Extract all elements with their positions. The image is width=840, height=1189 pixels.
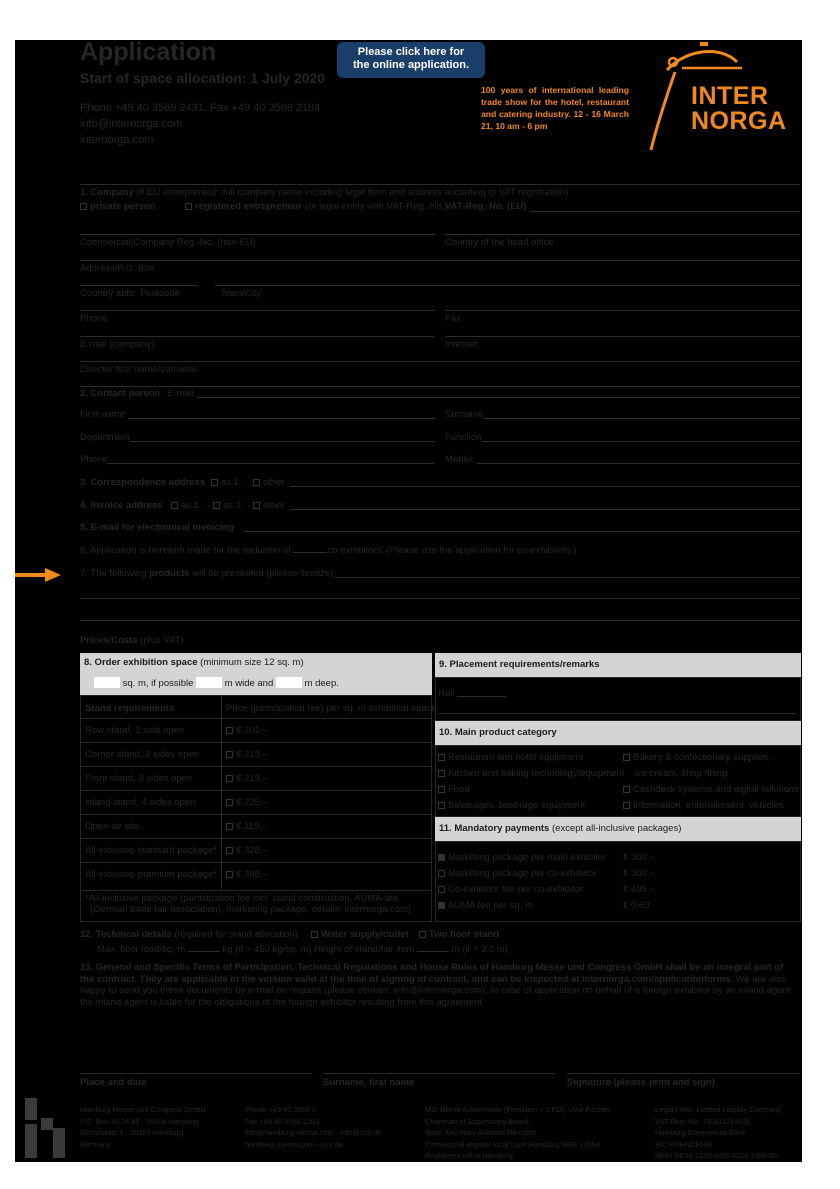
products-field-line2[interactable]: [80, 598, 800, 599]
commercial-reg-field[interactable]: Commercial/Company Reg.-No. (non-EU): [80, 237, 256, 248]
correspondence-other-checkbox[interactable]: other: [253, 477, 285, 488]
correspondence-as1-checkbox[interactable]: as 1.: [211, 477, 242, 488]
row-divider: [80, 790, 432, 791]
stand-type-label: Front stand, 3 sides open: [85, 773, 193, 784]
stand-type-label: Row stand, 1 side open: [85, 725, 185, 736]
invoice-other-checkbox[interactable]: other: [253, 500, 285, 511]
payment-checkbox[interactable]: Co-exhibitor fee per co-exhibitor: [438, 884, 583, 895]
footer-line: State Secretary Andreas Rieckhof: [425, 1128, 536, 1137]
mobile-field[interactable]: Mobile: [445, 454, 473, 465]
section7-text: 7. The following products will be presented (please itemize): [80, 568, 334, 579]
footnote-line1: *All-inclusive package (participation fee incl. stand construction, AUMA-fee: [85, 893, 399, 904]
checkbox-icon: [226, 775, 233, 782]
section6-text: 6. Application is herewith made for the inclusion of co-exhibitors. (Please use the application for co-exhibitors.): [80, 545, 577, 556]
logo-wordmark: [691, 84, 787, 134]
checkbox-icon: [226, 727, 233, 734]
section4-heading: 4. Invoice address: [80, 500, 163, 511]
checkbox-icon: [623, 754, 630, 761]
name-label: Surname, first name: [323, 1077, 415, 1088]
payment-checkbox[interactable]: Marketing package per co-exhibitor: [438, 868, 596, 879]
checkbox-icon: [623, 786, 630, 793]
stand-price-checkbox[interactable]: € 201.–: [226, 725, 268, 736]
footer-line: hamburg-messe.com · cch.de: [245, 1139, 343, 1149]
section3-heading: 3. Correspondence address: [80, 477, 206, 488]
private-person-checkbox[interactable]: private person: [80, 201, 155, 212]
products-field-line3[interactable]: [80, 620, 800, 621]
country-abbr-field[interactable]: Country abbr.: [80, 288, 138, 299]
invoice-as3-checkbox[interactable]: as 3.: [213, 500, 244, 511]
checked-box-icon: [438, 902, 445, 909]
footer-line: Fax +49 40 3569 2203: [245, 1116, 320, 1126]
checkbox-icon: [80, 203, 87, 210]
section11-heading: 11. Mandatory payments (except all-inclusive packages): [435, 817, 801, 841]
signature-field[interactable]: [567, 1073, 800, 1074]
checkbox-icon: [211, 479, 218, 486]
footer-line: BIC HSHNDEHH: [655, 1139, 712, 1149]
footer-line: Legal Form: Limited Liability Company: [655, 1105, 781, 1114]
section13-text: 13. General and Specific Terms of Participation, Technical Regulations and House Rules of Hamburg Messe und Congress GmbH shall be an integral part of the contract. They are applicable in the version valid at the time of signing of contract, and can be inspected at internorga.com/applicationforms. We are also happy to send you these documents by e-mail on request (please contact: info@internorga.com). In case of application on behalf of a foreign exhibitor by an inland agent the inland agent is liable for the obligations of the foreign exhibitor resulting from this agreement.: [80, 962, 791, 1008]
footer-legal: [655, 1104, 781, 1162]
category-checkbox[interactable]: Food: [438, 784, 470, 795]
category-checkbox[interactable]: Information, entertainment, vehicles: [623, 800, 784, 811]
first-name-field[interactable]: First name: [80, 409, 125, 420]
checkbox-icon: [438, 770, 445, 777]
logo-line2: NORGA: [691, 107, 787, 135]
checkbox-icon: [438, 870, 445, 877]
line: [80, 260, 800, 261]
checkbox-icon: [623, 802, 630, 809]
checkbox-icon: [311, 931, 318, 938]
line: [445, 336, 800, 337]
footnote: [85, 893, 411, 915]
row-divider: [80, 862, 432, 863]
footer-line: Chairman of Supervisory Board:: [425, 1116, 531, 1126]
line: [128, 418, 435, 419]
line: [80, 336, 435, 337]
line: [482, 441, 800, 442]
form-title: Application: [80, 40, 217, 66]
hamburg-messe-logo-icon: [25, 1098, 65, 1158]
line: [80, 386, 800, 387]
footer-line: Hamburg Messe und Congress GmbH: [80, 1105, 206, 1114]
placement-box: [435, 677, 801, 721]
footer-line: Messeplatz 1 · 20357 Hamburg: [80, 1128, 184, 1137]
line: [80, 361, 800, 362]
town-field[interactable]: Town/City: [220, 288, 262, 299]
footer-line: VAT-Reg.-No.: DE811214126: [655, 1116, 751, 1126]
depth-input[interactable]: [276, 677, 302, 688]
remarks-field[interactable]: [438, 713, 796, 714]
line: [80, 234, 435, 235]
payment-price: € 495.–: [623, 884, 655, 895]
department-field[interactable]: Department: [80, 432, 130, 443]
function-field[interactable]: Function: [445, 432, 482, 443]
phone-field[interactable]: Phone: [80, 313, 108, 324]
place-date-field[interactable]: [80, 1073, 312, 1074]
sqm-input[interactable]: [94, 677, 120, 688]
two-floor-checkbox[interactable]: Two floor stand: [419, 929, 499, 940]
hall-field[interactable]: Hall: [438, 688, 455, 699]
category-continuation: ice cream, shop fitting: [635, 768, 728, 779]
payment-price: € 300.–: [623, 852, 655, 863]
footer-line: Commercial register local court Hamburg HRB 12054: [425, 1139, 600, 1149]
line: [80, 310, 435, 311]
water-supply-checkbox[interactable]: Water supply/outlet: [311, 929, 409, 940]
email-company-field[interactable]: E-mail (company): [80, 339, 155, 350]
products-field[interactable]: [335, 577, 800, 578]
divider: [80, 184, 800, 185]
section9-heading: 9. Placement requirements/remarks: [435, 653, 801, 677]
internet-field[interactable]: Internet: [445, 339, 478, 350]
footer-line: info@hamburg-messe.com · info@cch.de: [245, 1128, 382, 1137]
line: [477, 463, 800, 464]
vat-label: VAT-Reg.-No. (EU): [445, 201, 527, 212]
line: [197, 397, 800, 398]
footer-line: P.O. Box 30 24 80 · 20308 Hamburg: [80, 1116, 200, 1126]
director-field[interactable]: Director first name/surname: [80, 364, 198, 375]
payment-price: € 0.60: [623, 900, 650, 911]
postcode-field[interactable]: Postcode: [140, 288, 180, 299]
einvoice-email-field[interactable]: [243, 531, 800, 532]
row-divider: [80, 814, 432, 815]
section12-heading: 12. Technical details (required for stand allocation): [80, 929, 298, 940]
payment-checkbox[interactable]: AUMA fee per sq. m: [438, 900, 533, 911]
line: [80, 285, 198, 286]
stand-type-label: All-inclusive standard package*: [85, 845, 218, 856]
place-date-label: Place and date: [80, 1077, 147, 1088]
line: [290, 509, 800, 510]
stand-price-checkbox[interactable]: € 213.–: [226, 749, 268, 760]
fax-field[interactable]: Fax: [445, 313, 461, 324]
row-divider: [80, 742, 432, 743]
section10-heading: 10. Main product category: [435, 721, 801, 745]
checkbox-icon: [226, 751, 233, 758]
line: [445, 310, 800, 311]
checkbox-icon: [185, 203, 192, 210]
floor-load-field[interactable]: [188, 944, 220, 952]
promo-text: 100 years of international leading trade show for the hotel, restaurant and catering industry. 12 - 16 March 21, 10 am - 6 pm: [481, 85, 629, 131]
checkbox-icon: [438, 886, 445, 893]
stand-height-field[interactable]: [417, 944, 449, 952]
registered-entrepreneur-checkbox[interactable]: registered entrepreneur (or legal entity with VAT-Reg.-No.): [185, 201, 448, 212]
form-subtitle: Start of space allocation: 1 July 2020: [80, 70, 326, 86]
col-price-header: Price (participation fee) per sq. m exhibition space: [226, 703, 437, 714]
footer-line: Germany: [80, 1139, 111, 1149]
arrow-right-icon: [15, 568, 61, 582]
checkbox-icon: [438, 802, 445, 809]
category-checkbox[interactable]: Cashdesk systems and digital solutions: [623, 784, 799, 795]
online-button-line1: Please click here for: [357, 46, 465, 58]
stand-type-label: Open-air site: [85, 821, 140, 832]
online-button-line2: the online application.: [352, 59, 470, 71]
coexhibitor-count-field[interactable]: [293, 545, 327, 553]
stand-type-label: All-inclusive premium package*: [85, 869, 217, 880]
stand-price-checkbox[interactable]: € 119.–: [226, 821, 267, 832]
col-stand-header: Stand requirements: [85, 703, 175, 714]
vat-field[interactable]: [530, 211, 800, 212]
surname-field[interactable]: Surname: [445, 409, 484, 420]
checkbox-icon: [253, 479, 260, 486]
stand-price-checkbox[interactable]: € 219.–: [226, 773, 268, 784]
line: [107, 463, 435, 464]
online-application-button[interactable]: [337, 42, 485, 78]
category-checkbox[interactable]: Bakery & confectionary supplies,: [623, 752, 771, 763]
line: [445, 234, 800, 235]
logo-line1: INTER: [691, 82, 769, 110]
row-divider: [80, 838, 432, 839]
phone-fax: Phone +49 40 3569 2431, Fax +49 40 3569 2184: [80, 102, 321, 114]
checkbox-icon: [213, 502, 220, 509]
width-input[interactable]: [196, 677, 222, 688]
payment-checkbox[interactable]: Marketing package per main exhibitor: [438, 852, 606, 863]
row-divider: [80, 890, 432, 891]
category-checkbox[interactable]: Kitchen and baking technology/equipment: [438, 768, 624, 779]
line: [290, 486, 800, 487]
payment-price: € 300.–: [623, 868, 655, 879]
checkbox-icon: [226, 823, 233, 830]
checked-box-icon: [438, 854, 445, 861]
country-head-office-field[interactable]: Country of the head office: [445, 237, 554, 248]
address-field[interactable]: Address/P.O. Box: [80, 263, 155, 274]
footer-line: Phone +49 40 3569 0: [245, 1105, 316, 1114]
signature-label: Signature (please print and sign): [567, 1077, 715, 1088]
footer-company: [80, 1104, 206, 1150]
divider: [221, 695, 222, 890]
invoice-as1-checkbox[interactable]: as 1.: [171, 500, 202, 511]
footer-management: [425, 1104, 610, 1162]
checkbox-icon: [438, 754, 445, 761]
footer-line: MD: Bernd Aufderheide (President + CEO), Uwe Fischer: [425, 1105, 610, 1114]
checkbox-icon: [226, 871, 233, 878]
stand-type-label: Corner stand, 2 sides open: [85, 749, 200, 760]
row-divider: [80, 718, 432, 719]
space-size-row: sq. m, if possible m wide and m deep.: [80, 673, 432, 695]
section12-line2: Max. floor load/sq. m kg (if > 450 kg/sq. m) Height of stand/fair item m (if > 3.0 m): [97, 944, 508, 955]
line: [483, 418, 800, 419]
name-field[interactable]: [323, 1073, 555, 1074]
stand-price-checkbox[interactable]: € 328.–: [226, 845, 268, 856]
stand-price-checkbox[interactable]: € 398.–: [226, 869, 268, 880]
footnote-line2: (German trade fair association), marketing package, details: internorga.com): [90, 904, 412, 915]
footer-line: IBAN DE16 2105 0000 0220 1300 00: [655, 1151, 778, 1160]
stand-price-checkbox[interactable]: € 225.–: [226, 797, 268, 808]
stand-type-label: Island stand, 4 sides open: [85, 797, 196, 808]
contact-phone-field[interactable]: Phone: [80, 454, 108, 465]
row-divider: [80, 766, 432, 767]
footer-contact: [245, 1104, 382, 1150]
prices-heading: Prices/Costs (plus VAT): [80, 635, 184, 646]
checkbox-icon: [226, 799, 233, 806]
checkbox-icon: [253, 502, 260, 509]
section2-heading: 2. Contact person: [80, 388, 161, 399]
checkbox-icon: [438, 786, 445, 793]
section5-heading: 5. E-mail for electronical invoicing: [80, 522, 235, 533]
section1-heading: 1. Company (if EU entrepreneur: full company name including legal form and address according to VAT registration): [80, 187, 569, 198]
checkbox-icon: [419, 931, 426, 938]
contact-website[interactable]: internorga.com: [80, 134, 154, 146]
application-form: [15, 40, 802, 1162]
line: [130, 441, 435, 442]
section8-heading: 8. Order exhibition space (minimum size 12 sq. m): [80, 653, 432, 673]
footer-line: Registered office Hamburg: [425, 1151, 513, 1160]
line: [457, 696, 507, 697]
checkbox-icon: [226, 847, 233, 854]
contact-email-field[interactable]: E-mail: [167, 388, 194, 399]
footer-line: Hamburg Commercial Bank: [655, 1128, 746, 1137]
category-checkbox[interactable]: Beverages, beverage equipment: [438, 800, 585, 811]
contact-email[interactable]: info@internorga.com: [80, 118, 183, 130]
line: [215, 285, 800, 286]
checkbox-icon: [171, 502, 178, 509]
category-checkbox[interactable]: Restaurant and hotel equipment: [438, 752, 583, 763]
